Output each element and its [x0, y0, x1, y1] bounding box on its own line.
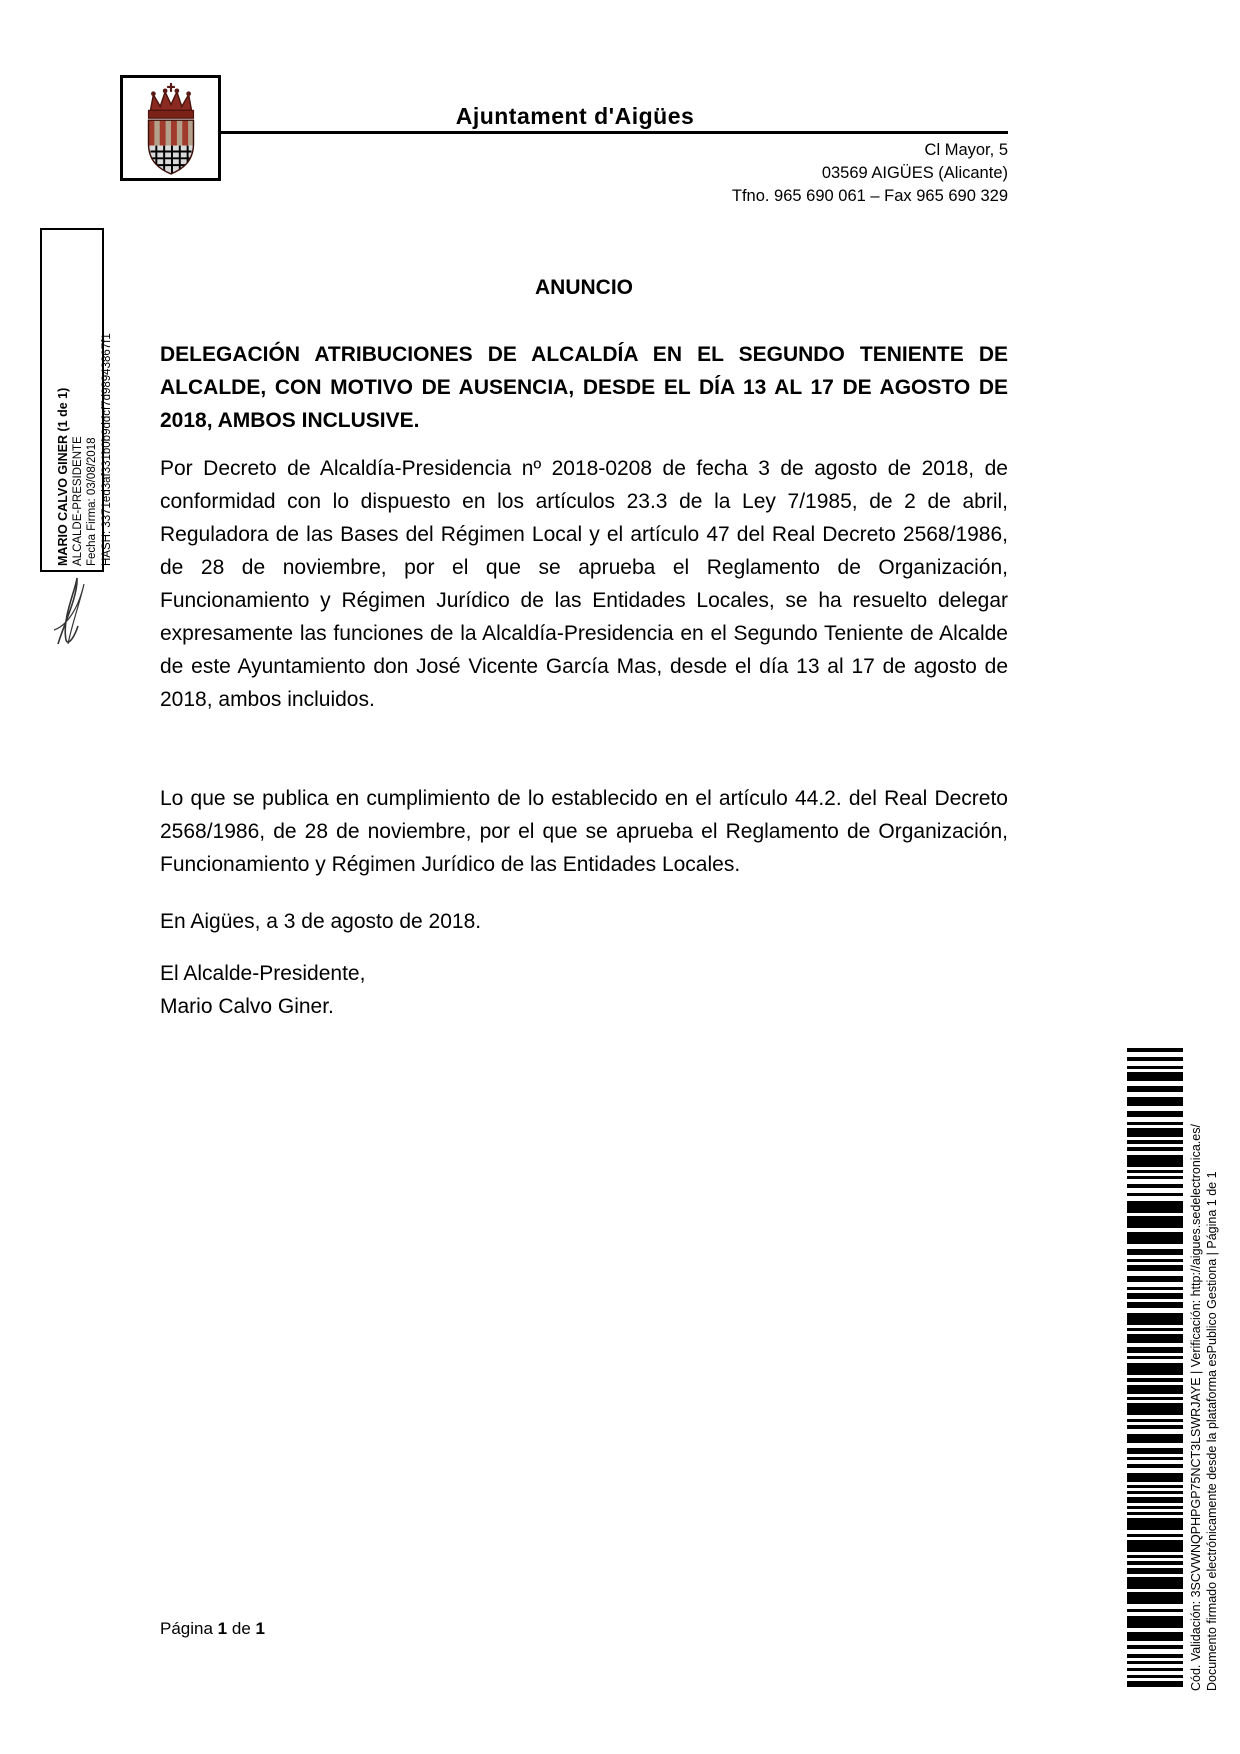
address-phone: Tfno. 965 690 061 – Fax 965 690 329: [731, 187, 1008, 205]
body-paragraph-1: Por Decreto de Alcaldía-Presidencia nº 2018-0208 de fecha 3 de agosto de 2018, de conformidad con lo dispuesto en los artículos 23.3 de la Ley 7/1985, de 2 de abril, Reguladora de las Bases del Régimen Local y el artículo 47 del Real Decreto 2568/1986, de 28 de noviembre, por el que se aprueba el Reglamento de Organización, Funcionamiento y Régimen Jurídico de las Entidades Locales, se ha resuelto delegar expresamente las funciones de la Alcaldía-Presidencia en el Segundo Teniente de Alcalde de este Ayuntamiento don José Vicente García Mas, desde el día 13 al 17 de agosto de 2018, ambos incluidos.: [160, 457, 1008, 711]
address-city: 03569 AIGÜES (Alicante): [821, 164, 1008, 182]
crown-jewel: [151, 91, 156, 96]
crown-jewel: [162, 88, 167, 93]
stamp-signer-name: MARIO CALVO GINER (1 de 1): [56, 387, 70, 566]
org-title: Ajuntament d'Aigües: [455, 103, 695, 129]
handwritten-signature: [44, 566, 104, 656]
verification-barcode: [1127, 1048, 1183, 1693]
stamp-sign-date: Fecha Firma: 03/08/2018: [86, 437, 98, 566]
platform-line: Documento firmado electrónicamente desde la plataforma esPublico Gestiona | Página 1 de 1: [1205, 1171, 1219, 1691]
document-title: ANUNCIO: [535, 276, 633, 299]
stamp-signer-role: ALCALDE-PRESIDENTE: [71, 436, 84, 566]
dateline: En Aigües, a 3 de agosto de 2018.: [160, 910, 482, 933]
page-of-label: de: [227, 1619, 256, 1638]
crown-jewel: [186, 91, 191, 96]
page-current: 1: [217, 1619, 228, 1638]
page-number: [160, 1619, 265, 1639]
stamp-hash: HASH: 3371ed3af331b0b9ddcf7d98943867f1: [100, 333, 113, 566]
header-rule: [221, 131, 1008, 134]
crown-cross: [167, 83, 175, 92]
document-subject: DELEGACIÓN ATRIBUCIONES DE ALCALDÍA EN EL SEGUNDO TENIENTE DE ALCALDE, CON MOTIVO DE AUSENCIA, DESDE EL DÍA 13 AL 17 DE AGOSTO DE 2018, AMBOS INCLUSIVE.: [160, 343, 1008, 432]
crown-jewel: [174, 88, 179, 93]
side-legend: [1188, 991, 1220, 1691]
signer-role-line: El Alcalde-Presidente,: [160, 962, 366, 985]
validation-code-line: Cód. Validación: 3SCVWNQPHPGP75NCT3LSWRJAYE | Verificación: http://aigues.sedelectronica.es/: [1189, 1124, 1203, 1691]
page-total: 1: [255, 1619, 265, 1638]
signature-stamp-text: [56, 231, 114, 566]
signer-name-line: Mario Calvo Giner.: [160, 995, 334, 1018]
page-label: Página: [160, 1619, 218, 1638]
address-street: Cl Mayor, 5: [924, 141, 1008, 159]
org-address: [732, 139, 1008, 208]
body-paragraph-2: Lo que se publica en cumplimiento de lo establecido en el artículo 44.2. del Real Decreto 2568/1986, de 28 de noviembre, por el que se aprueba el Reglamento de Organización, Funcionamiento y Régimen Jurídico de las Entidades Locales.: [160, 787, 1008, 876]
